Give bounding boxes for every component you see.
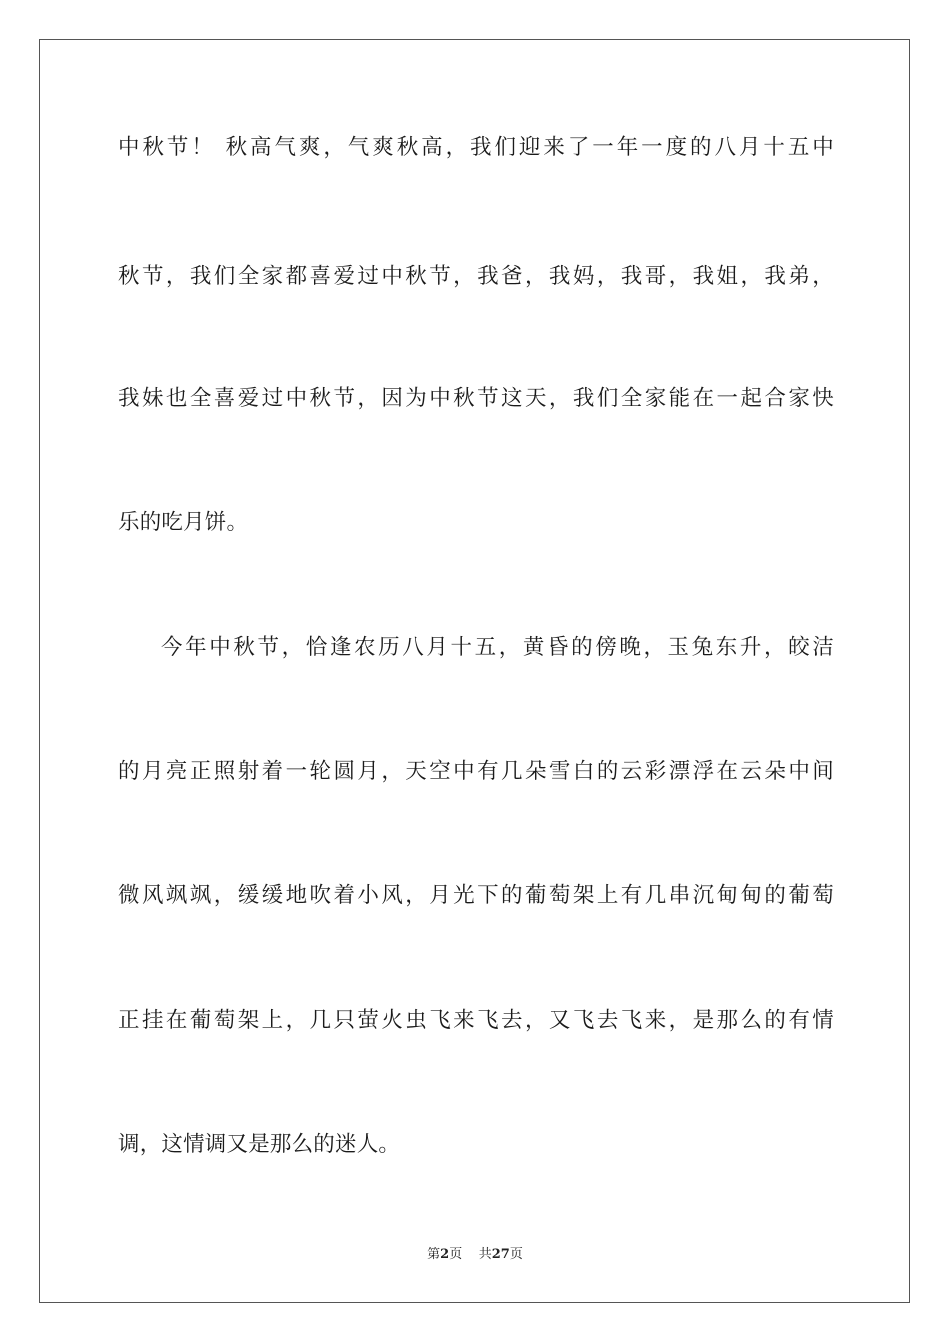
body-text-line: 微风飒飒，缓缓地吹着小风，月光下的葡萄架上有几串沉甸甸的葡萄 <box>118 883 834 908</box>
footer-total-suffix: 页 <box>509 1247 523 1262</box>
page-footer <box>0 1246 950 1264</box>
footer-page-suffix: 页 <box>449 1247 463 1262</box>
paragraph-first-line: 今年中秋节，恰逢农历八月十五，黄昏的傍晚，玉兔东升，皎洁 <box>161 635 834 660</box>
body-text-line: 正挂在葡萄架上，几只萤火虫飞来飞去，又飞去飞来，是那么的有情 <box>118 1008 834 1033</box>
body-text-line: 我妹也全喜爱过中秋节，因为中秋节这天，我们全家能在一起合家快 <box>118 386 834 411</box>
body-text-line: 调，这情调又是那么的迷人。 <box>118 1132 401 1157</box>
footer-total-prefix: 共 <box>478 1247 492 1262</box>
body-text-line: 中秋节！ 秋高气爽，气爽秋高，我们迎来了一年一度的八月十五中 <box>118 135 834 160</box>
page-border <box>39 39 910 1303</box>
body-text-line: 的月亮正照射着一轮圆月，天空中有几朵雪白的云彩漂浮在云朵中间 <box>118 759 834 784</box>
body-text-line: 秋节，我们全家都喜爱过中秋节，我爸，我妈，我哥，我姐，我弟， <box>118 264 834 289</box>
footer-total-pages: 27 <box>491 1247 510 1262</box>
footer-page-number: 2 <box>440 1247 450 1262</box>
footer-page-prefix: 第 <box>427 1247 441 1262</box>
body-text-line: 乐的吃月饼。 <box>118 510 249 535</box>
